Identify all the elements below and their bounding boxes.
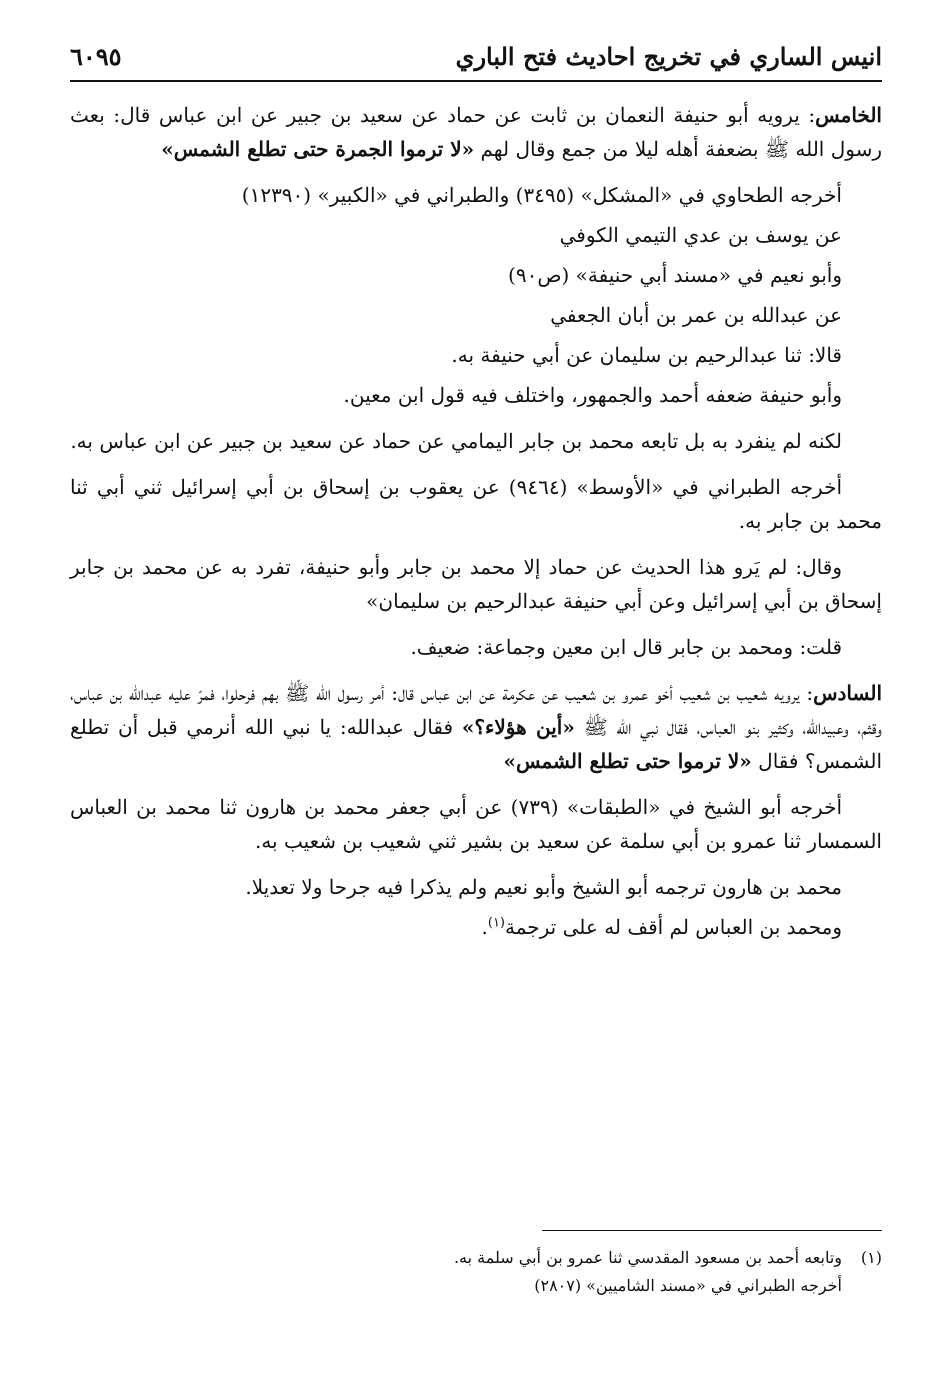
paragraph-quote bbox=[70, 550, 882, 618]
paragraph-takhrij bbox=[70, 470, 882, 538]
paragraph-text: : يرويه شعيب بن شعيب أخو عمرو بن شعيب عن عكرمة عن ابن عباس قال: أمر رسول الله ﷺ بهم فرحلوا، فمرّ عليه عبدالله بن عباس، وقثم، وعبيدالله، وكثير بنو العباس، فقال نبي الله ﷺ bbox=[70, 681, 882, 739]
paragraph-text: أخرجه الطحاوي في «المشكل» (٣٤٩٥) والطبراني في «الكبير» (١٢٣٩٠) bbox=[241, 183, 842, 207]
paragraph-text: قلت: ومحمد بن جابر قال ابن معين وجماعة: ضعيف. bbox=[410, 635, 842, 659]
main-text bbox=[70, 98, 882, 956]
paragraph-chain bbox=[70, 338, 882, 372]
paragraph-sixth-narration bbox=[70, 676, 882, 778]
paragraph-chain bbox=[70, 218, 882, 252]
paragraph-text: فقال عبدالله: يا نبي الله أنرمي قبل أن تطلع الشمس؟ فقال bbox=[70, 715, 882, 773]
section-label-sixth: السادس bbox=[813, 681, 883, 705]
paragraph-grading bbox=[70, 910, 882, 944]
footnote-line bbox=[70, 1272, 882, 1300]
paragraph-grading bbox=[70, 378, 882, 412]
paragraph-corroboration bbox=[70, 424, 882, 458]
hadith-quote: «لا ترموا حتى تطلع الشمس» bbox=[503, 749, 752, 773]
paragraph-text: لكنه لم ينفرد به بل تابعه محمد بن جابر اليمامي عن حماد عن سعيد بن جبير عن ابن عباس به. bbox=[70, 429, 842, 453]
running-title: انيس الساري في تخريج احاديث فتح الباري bbox=[455, 42, 882, 71]
paragraph-text: عن عبدالله بن عمر بن أبان الجعفي bbox=[550, 303, 842, 327]
paragraph-takhrij bbox=[70, 258, 882, 292]
paragraph-chain bbox=[70, 298, 882, 332]
paragraph-text: وأبو نعيم في «مسند أبي حنيفة» (ص٩٠) bbox=[508, 263, 842, 287]
footnotes bbox=[70, 1244, 882, 1300]
hadith-quote: «أين هؤلاء؟» bbox=[461, 715, 575, 739]
footnote-line bbox=[70, 1244, 882, 1272]
paragraph-grading bbox=[70, 630, 882, 664]
footnote-text: أخرجه الطبراني في «مسند الشاميين» (٢٨٠٧) bbox=[534, 1276, 842, 1295]
footnote-number: (١) bbox=[860, 1248, 882, 1267]
paragraph-grading bbox=[70, 870, 882, 904]
paragraph-takhrij bbox=[70, 790, 882, 858]
page-number: ٦٠٩٥ bbox=[70, 42, 122, 71]
paragraph-text: عن يوسف بن عدي التيمي الكوفي bbox=[559, 223, 842, 247]
paragraph-text: أخرجه الطبراني في «الأوسط» (٩٤٦٤) عن يعقوب بن إسحاق بن أبي إسرائيل ثني أبي ثنا محمد بن جابر به. bbox=[70, 475, 882, 533]
paragraph-fifth-narration bbox=[70, 98, 882, 166]
paragraph-text: ومحمد بن العباس لم أقف له على ترجمة bbox=[505, 915, 842, 939]
paragraph-takhrij bbox=[70, 178, 882, 212]
footnote-marker[interactable]: (١) bbox=[487, 915, 505, 931]
footnote-divider bbox=[542, 1230, 882, 1231]
paragraph-text: محمد بن هارون ترجمه أبو الشيخ وأبو نعيم ولم يذكرا فيه جرحا ولا تعديلا. bbox=[245, 875, 842, 899]
page-header bbox=[70, 38, 882, 82]
hadith-quote: «لا ترموا الجمرة حتى تطلع الشمس» bbox=[161, 137, 475, 161]
paragraph-text: أخرجه أبو الشيخ في «الطبقات» (٧٣٩) عن أبي جعفر محمد بن هارون ثنا محمد بن العباس السمسار ثنا عمرو بن أبي سلمة عن سعيد بن بشير ثني شعيب بن شعيب به. bbox=[70, 795, 882, 853]
section-label-fifth: الخامس bbox=[815, 103, 882, 127]
paragraph-text: : يرويه أبو حنيفة النعمان بن ثابت عن حماد عن سعيد بن جبير عن ابن عباس قال: بعث رسول الله ﷺ بضعفة أهله ليلا من جمع وقال لهم bbox=[70, 103, 882, 161]
paragraph-text: وأبو حنيفة ضعفه أحمد والجمهور، واختلف فيه قول ابن معين. bbox=[343, 383, 842, 407]
paragraph-text: وقال: لم يَرو هذا الحديث عن حماد إلا محمد بن جابر وأبو حنيفة، تفرد به عن محمد بن جابر إسحاق بن أبي إسرائيل وعن أبي حنيفة عبدالرحيم بن سليمان» bbox=[70, 555, 882, 613]
paragraph-text: قالا: ثنا عبدالرحيم بن سليمان عن أبي حنيفة به. bbox=[451, 343, 842, 367]
paragraph-text: . bbox=[481, 915, 488, 939]
footnote-text: وتابعه أحمد بن مسعود المقدسي ثنا عمرو بن أبي سلمة به. bbox=[453, 1248, 842, 1267]
